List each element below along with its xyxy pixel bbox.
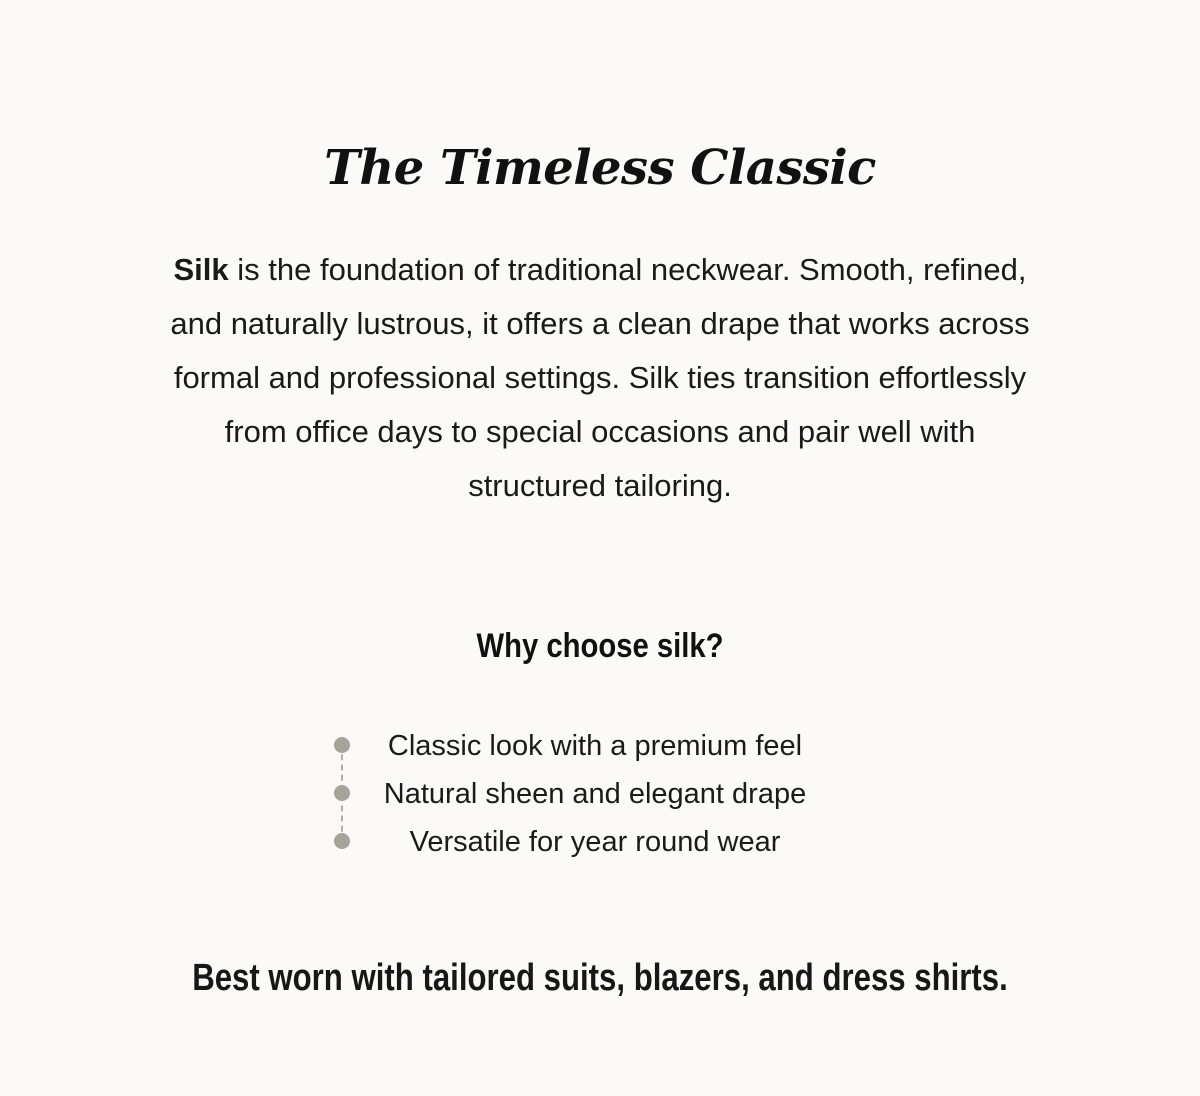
benefit-item xyxy=(326,722,866,770)
page-title: The Timeless Classic xyxy=(324,140,876,196)
intro-body-text: is the foundation of traditional neckwear. Smooth, refined, and naturally lustrous, it offers a clean drape that works across formal and professional settings. Silk ties transition effortlessly from office days to special occasions and pair well with structured tailoring. xyxy=(170,252,1030,503)
benefit-label: Classic look with a premium feel xyxy=(387,730,803,762)
bullet-dot-icon xyxy=(334,737,350,753)
benefits-heading: Why choose silk? xyxy=(476,627,724,665)
benefits-list xyxy=(326,722,866,866)
bullet-dot-icon xyxy=(334,785,350,801)
benefit-label: Versatile for year round wear xyxy=(409,826,781,858)
benefit-item xyxy=(326,818,866,866)
benefit-item xyxy=(326,770,866,818)
intro-lead-text: Silk xyxy=(173,252,229,287)
intro-paragraph xyxy=(155,243,1045,513)
bullet-dot-icon xyxy=(334,833,350,849)
benefit-label: Natural sheen and elegant drape xyxy=(383,778,807,810)
styling-note: Best worn with tailored suits, blazers, and dress shirts. xyxy=(192,957,1008,999)
